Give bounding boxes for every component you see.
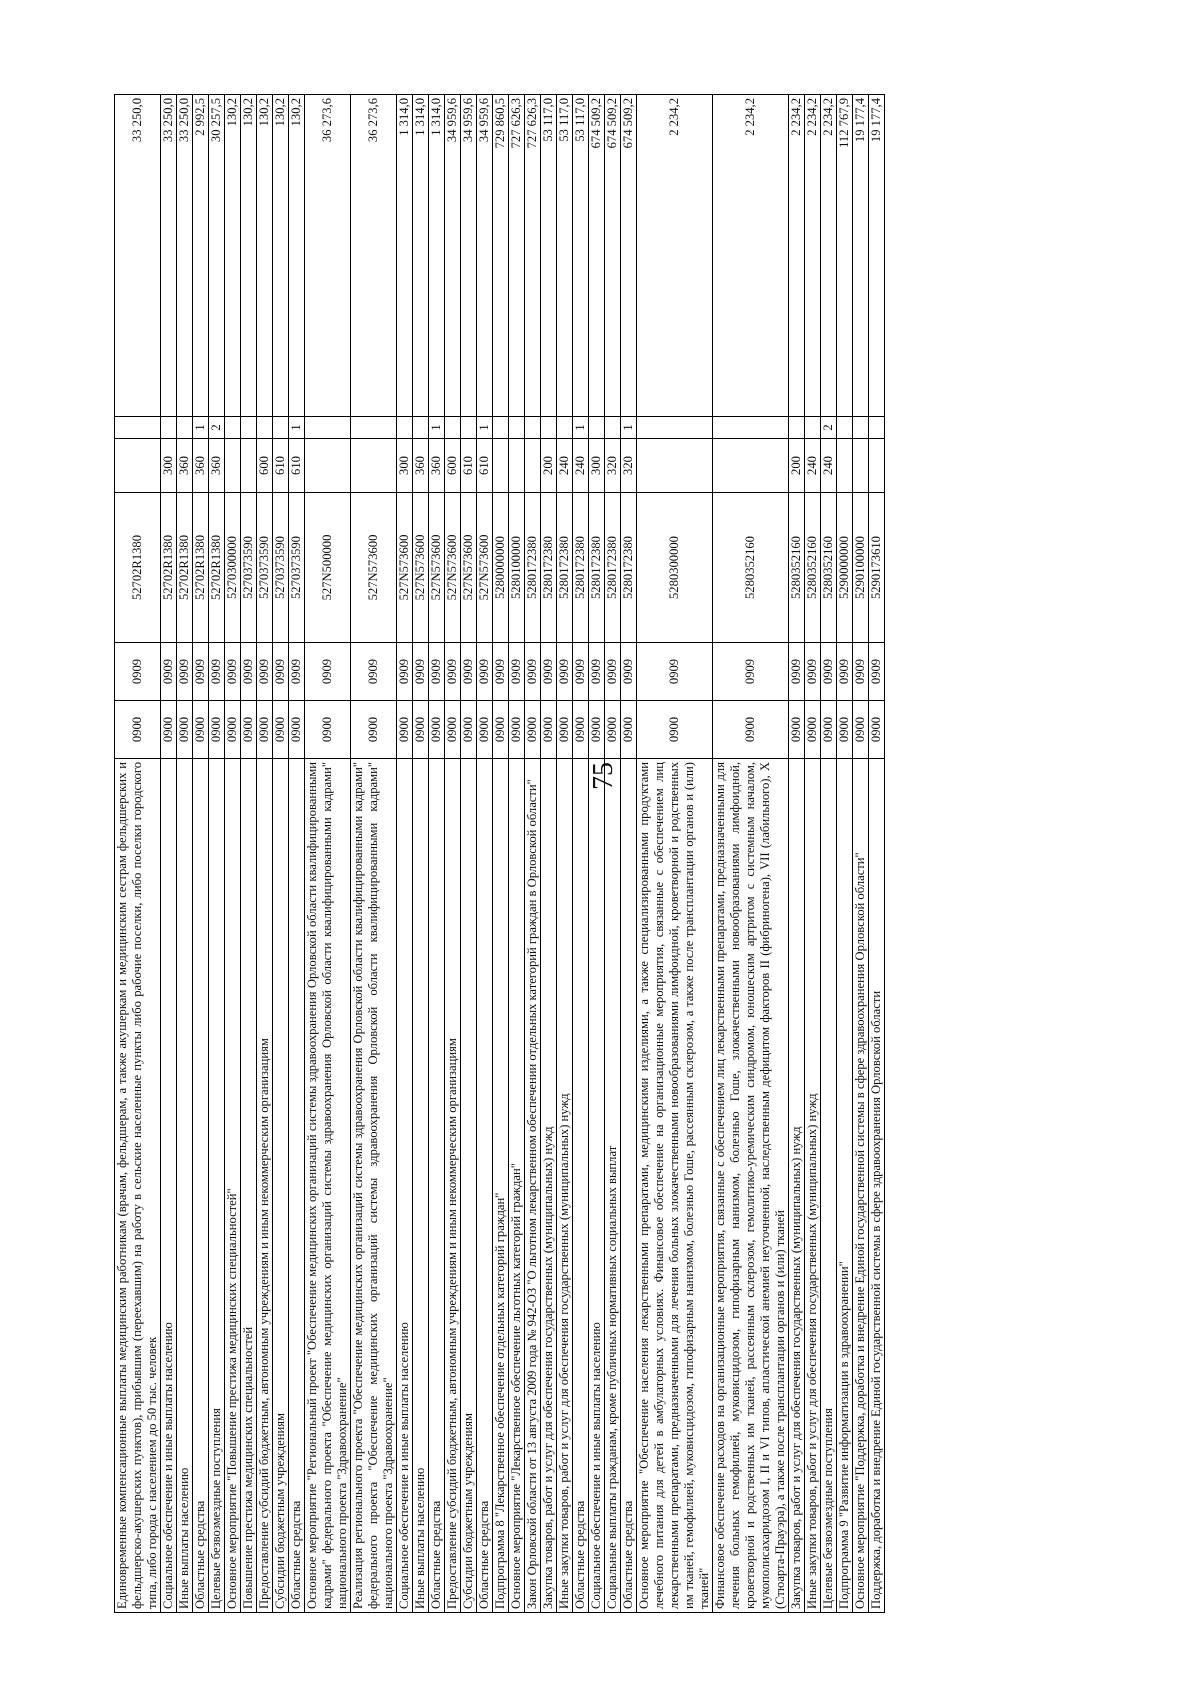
row-grbs: 0900 — [525, 701, 541, 759]
row-amount: 1 314,0 — [413, 95, 429, 417]
row-expense-type — [509, 439, 525, 493]
row-target-article: 5280352160 — [789, 493, 805, 643]
row-expense-type: 300 — [161, 439, 177, 493]
page-number: 75 — [588, 762, 619, 790]
row-name: Областные средства — [573, 759, 589, 1613]
row-expense-type — [637, 439, 713, 493]
table-row — [869, 95, 885, 1613]
row-name: Социальное обеспечение и иные выплаты населению — [397, 759, 413, 1613]
row-section: 0909 — [241, 643, 257, 701]
row-expense-type: 300 — [589, 439, 605, 493]
row-amount: 2 234,2 — [637, 95, 713, 417]
row-amount: 33 250,0 — [177, 95, 193, 417]
table-row — [557, 95, 573, 1613]
table-row — [397, 95, 413, 1613]
row-amount: 112 767,9 — [837, 95, 853, 417]
row-expense-type — [115, 439, 161, 493]
row-grbs: 0900 — [273, 701, 289, 759]
row-section: 0909 — [789, 643, 805, 701]
table-row — [273, 95, 289, 1613]
table-row — [789, 95, 805, 1613]
row-name: Основное мероприятие "Лекарственное обеспечение льготных категорий граждан" — [509, 759, 525, 1613]
row-name: Целевые безвозмездные поступления — [209, 759, 225, 1613]
row-grbs: 0900 — [351, 701, 397, 759]
row-target-article: 5280352160 — [821, 493, 837, 643]
row-grbs: 0900 — [837, 701, 853, 759]
row-target-article: 527N573600 — [413, 493, 429, 643]
row-amount: 34 959,6 — [445, 95, 461, 417]
row-name: Поддержка, доработка и внедрение Единой государственной системы в сфере здравоохранения Орловской области — [869, 759, 885, 1613]
row-section: 0909 — [821, 643, 837, 701]
row-target-article: 527N573600 — [397, 493, 413, 643]
row-grbs: 0900 — [161, 701, 177, 759]
row-amount: 727 626,3 — [525, 95, 541, 417]
row-target-article: 527N573600 — [445, 493, 461, 643]
table-row — [257, 95, 273, 1613]
row-expense-type: 240 — [573, 439, 589, 493]
row-section: 0909 — [161, 643, 177, 701]
row-amount: 729 860,5 — [493, 95, 509, 417]
row-amount: 1 314,0 — [397, 95, 413, 417]
row-grbs: 0900 — [509, 701, 525, 759]
row-expense-type — [241, 439, 257, 493]
row-source-code — [541, 417, 557, 439]
row-expense-type: 600 — [257, 439, 273, 493]
row-expense-type: 360 — [429, 439, 445, 493]
row-section: 0909 — [713, 643, 789, 701]
row-expense-type — [525, 439, 541, 493]
row-target-article: 5270373590 — [289, 493, 305, 643]
table-row — [713, 95, 789, 1613]
table-row — [445, 95, 461, 1613]
row-amount: 19 177,4 — [853, 95, 869, 417]
row-section: 0909 — [509, 643, 525, 701]
row-amount: 674 509,2 — [589, 95, 605, 417]
row-target-article: 5280000000 — [493, 493, 509, 643]
row-grbs: 0900 — [445, 701, 461, 759]
row-target-article: 5280172380 — [541, 493, 557, 643]
row-amount: 36 273,6 — [305, 95, 351, 417]
row-section: 0909 — [177, 643, 193, 701]
row-grbs: 0900 — [225, 701, 241, 759]
row-grbs: 0900 — [461, 701, 477, 759]
row-target-article: 527N573600 — [461, 493, 477, 643]
table-row — [461, 95, 477, 1613]
row-target-article: 52702R1380 — [209, 493, 225, 643]
row-name: Предоставление субсидий бюджетным, автономным учреждениям и иным некоммерческим организациям — [445, 759, 461, 1613]
row-amount: 53 117,0 — [557, 95, 573, 417]
row-target-article: 5280172380 — [557, 493, 573, 643]
row-section: 0909 — [541, 643, 557, 701]
row-grbs: 0900 — [413, 701, 429, 759]
row-source-code — [557, 417, 573, 439]
row-section: 0909 — [225, 643, 241, 701]
table-row — [305, 95, 351, 1613]
row-name: Закон Орловской области от 13 августа 2009 года № 942-ОЗ "О льготном лекарственном обеспечении отдельных категорий граждан в Орловской области" — [525, 759, 541, 1613]
table-row — [161, 95, 177, 1613]
row-target-article: 52702R1380 — [177, 493, 193, 643]
row-grbs: 0900 — [289, 701, 305, 759]
row-section: 0909 — [397, 643, 413, 701]
row-grbs: 0900 — [573, 701, 589, 759]
row-section: 0909 — [289, 643, 305, 701]
row-expense-type: 610 — [461, 439, 477, 493]
row-name: Финансовое обеспечение расходов на организационные мероприятия, связанные с обеспечением лиц лекарственными препаратами, предназначенными для лечения больных гемофилией, муковисцидозом, гипофизарным нанизмом, болезнью Гоше, злокачественными новообразованиями лимфоидной, кроветворной и родственных им тканей, рассеянным склерозом, гемолитико-уремическим синдромом, юношеским артритом с системным началом, мукополисахаридозом I, II и VI типов, апластической анемией неуточненной, наследственным дефицитом факторов II (фибриногена), VII (лабильного), X (Стюарта-Прауэра), а также после трансплантации органов и (или) тканей — [713, 759, 789, 1613]
table-row — [621, 95, 637, 1613]
budget-table-body — [115, 95, 885, 1613]
row-amount: 2 992,5 — [193, 95, 209, 417]
row-target-article: 5290000000 — [837, 493, 853, 643]
row-target-article: 5280172380 — [525, 493, 541, 643]
row-section: 0909 — [461, 643, 477, 701]
row-amount: 2 234,2 — [821, 95, 837, 417]
row-amount: 34 959,6 — [477, 95, 493, 417]
row-name: Областные средства — [193, 759, 209, 1613]
row-target-article: 52702R1380 — [193, 493, 209, 643]
row-grbs: 0900 — [257, 701, 273, 759]
row-section: 0909 — [605, 643, 621, 701]
row-source-code: 2 — [209, 417, 225, 439]
row-name: Иные закупки товаров, работ и услуг для обеспечения государственных (муниципальных) нужд — [557, 759, 573, 1613]
row-amount: 33 250,0 — [115, 95, 161, 417]
row-target-article: 5270373590 — [273, 493, 289, 643]
row-target-article: 527N500000 — [305, 493, 351, 643]
row-amount: 2 234,2 — [789, 95, 805, 417]
row-expense-type: 360 — [193, 439, 209, 493]
row-grbs: 0900 — [209, 701, 225, 759]
row-source-code — [445, 417, 461, 439]
row-section: 0909 — [429, 643, 445, 701]
row-section: 0909 — [869, 643, 885, 701]
row-amount: 674 509,2 — [605, 95, 621, 417]
row-section: 0909 — [573, 643, 589, 701]
row-source-code — [789, 417, 805, 439]
table-row — [853, 95, 869, 1613]
table-row — [637, 95, 713, 1613]
row-source-code — [869, 417, 885, 439]
row-amount: 53 117,0 — [573, 95, 589, 417]
row-name: Подпрограмма 9 "Развитие информатизации в здравоохранении" — [837, 759, 853, 1613]
row-source-code — [853, 417, 869, 439]
table-row — [177, 95, 193, 1613]
row-amount: 30 257,5 — [209, 95, 225, 417]
table-row — [209, 95, 225, 1613]
row-source-code — [305, 417, 351, 439]
row-grbs: 0900 — [869, 701, 885, 759]
row-grbs: 0900 — [177, 701, 193, 759]
row-source-code — [837, 417, 853, 439]
row-section: 0909 — [493, 643, 509, 701]
row-amount: 34 959,6 — [461, 95, 477, 417]
row-section: 0909 — [525, 643, 541, 701]
row-target-article: 5280172380 — [573, 493, 589, 643]
row-target-article: 5270373590 — [241, 493, 257, 643]
row-section: 0909 — [477, 643, 493, 701]
table-row — [351, 95, 397, 1613]
row-amount: 2 234,2 — [713, 95, 789, 417]
table-row — [193, 95, 209, 1613]
row-source-code: 1 — [289, 417, 305, 439]
row-section: 0909 — [445, 643, 461, 701]
row-expense-type: 360 — [209, 439, 225, 493]
row-grbs: 0900 — [493, 701, 509, 759]
row-source-code — [605, 417, 621, 439]
row-target-article: 5270300000 — [225, 493, 241, 643]
row-name: Предоставление субсидий бюджетным, автономным учреждениям и иным некоммерческим организациям — [257, 759, 273, 1613]
table-row — [605, 95, 621, 1613]
row-source-code: 1 — [193, 417, 209, 439]
row-target-article: 5280172380 — [589, 493, 605, 643]
row-source-code — [115, 417, 161, 439]
row-expense-type: 610 — [273, 439, 289, 493]
row-name: Повышение престижа медицинских специальностей — [241, 759, 257, 1613]
row-amount: 130,2 — [257, 95, 273, 417]
row-source-code — [177, 417, 193, 439]
row-source-code — [257, 417, 273, 439]
table-row — [477, 95, 493, 1613]
row-expense-type: 320 — [621, 439, 637, 493]
row-section: 0909 — [413, 643, 429, 701]
row-expense-type: 300 — [397, 439, 413, 493]
row-section: 0909 — [305, 643, 351, 701]
row-grbs: 0900 — [305, 701, 351, 759]
row-section: 0909 — [837, 643, 853, 701]
row-expense-type — [713, 439, 789, 493]
row-source-code — [713, 417, 789, 439]
row-name: Областные средства — [429, 759, 445, 1613]
row-grbs: 0900 — [853, 701, 869, 759]
row-amount: 130,2 — [241, 95, 257, 417]
table-row — [525, 95, 541, 1613]
row-target-article: 52702R1380 — [161, 493, 177, 643]
row-expense-type: 240 — [821, 439, 837, 493]
row-expense-type: 320 — [605, 439, 621, 493]
row-amount: 130,2 — [289, 95, 305, 417]
row-expense-type: 240 — [805, 439, 821, 493]
row-grbs: 0900 — [477, 701, 493, 759]
row-name: Основное мероприятие "Повышение престижа медицинских специальностей" — [225, 759, 241, 1613]
row-expense-type: 200 — [789, 439, 805, 493]
row-target-article: 5270373590 — [257, 493, 273, 643]
row-target-article: 5290173610 — [869, 493, 885, 643]
table-row — [589, 95, 605, 1613]
row-target-article: 5280352160 — [713, 493, 789, 643]
row-expense-type — [837, 439, 853, 493]
row-name: Областные средства — [289, 759, 305, 1613]
row-amount: 2 234,2 — [805, 95, 821, 417]
row-name: Подпрограмма 8 "Лекарственное обеспечение отдельных категорий граждан" — [493, 759, 509, 1613]
table-row — [837, 95, 853, 1613]
table-row — [429, 95, 445, 1613]
row-source-code: 1 — [477, 417, 493, 439]
row-grbs: 0900 — [589, 701, 605, 759]
table-row — [509, 95, 525, 1613]
row-section: 0909 — [257, 643, 273, 701]
row-name: Субсидии бюджетным учреждениям — [461, 759, 477, 1613]
row-grbs: 0900 — [241, 701, 257, 759]
row-name: Социальное обеспечение и иные выплаты населению — [161, 759, 177, 1613]
row-expense-type: 200 — [541, 439, 557, 493]
row-section: 0909 — [589, 643, 605, 701]
row-section: 0909 — [209, 643, 225, 701]
row-name: Основное мероприятие "Поддержка, доработка и внедрение Единой государственной системы в сфере здравоохранения Орловской области" — [853, 759, 869, 1613]
row-section: 0909 — [193, 643, 209, 701]
table-row — [241, 95, 257, 1613]
row-grbs: 0900 — [429, 701, 445, 759]
table-row — [821, 95, 837, 1613]
row-expense-type: 610 — [289, 439, 305, 493]
row-expense-type: 610 — [477, 439, 493, 493]
row-amount: 19 177,4 — [869, 95, 885, 417]
row-source-code — [413, 417, 429, 439]
row-name: Реализация регионального проекта "Обеспечение медицинских организаций системы здравоохранения Орловской области квалифицированными кадрами" федерального проекта "Обеспечение медицинских организаций системы здравоохранения Орловской области квалифицированными кадрами" национального проекта "Здравоохранение" — [351, 759, 397, 1613]
table-row — [289, 95, 305, 1613]
row-section: 0909 — [115, 643, 161, 701]
row-grbs: 0900 — [605, 701, 621, 759]
row-section: 0909 — [557, 643, 573, 701]
row-grbs: 0900 — [637, 701, 713, 759]
row-source-code — [241, 417, 257, 439]
row-name: Основное мероприятие "Обеспечение населения лекарственными препаратами, медицинскими изделиями, а также специализированными продуктами лечебного питания для детей в амбулаторных условиях. Финансовое обеспечение на организационные мероприятия, связанные с обеспечением лиц лекарственными препаратами, предназначенными для лечения больных злокачественными новообразованиями лимфоидной, кроветворной и родственных им тканей, гемофилией, муковисцидозом, гипофизарным нанизмом, болезнью Гоше, рассеянным склерозом, а также после трансплантации органов и (или) тканей" — [637, 759, 713, 1613]
row-amount: 130,2 — [273, 95, 289, 417]
row-amount: 727 626,3 — [509, 95, 525, 417]
row-name: Иные закупки товаров, работ и услуг для обеспечения государственных (муниципальных) нужд — [805, 759, 821, 1613]
row-expense-type: 360 — [413, 439, 429, 493]
row-name: Целевые безвозмездные поступления — [821, 759, 837, 1613]
table-row — [493, 95, 509, 1613]
table-row — [413, 95, 429, 1613]
row-amount: 130,2 — [225, 95, 241, 417]
row-target-article: 5290100000 — [853, 493, 869, 643]
row-grbs: 0900 — [193, 701, 209, 759]
row-grbs: 0900 — [821, 701, 837, 759]
row-grbs: 0900 — [541, 701, 557, 759]
row-grbs: 0900 — [557, 701, 573, 759]
row-amount: 53 117,0 — [541, 95, 557, 417]
row-name: Областные средства — [621, 759, 637, 1613]
row-amount: 674 509,2 — [621, 95, 637, 417]
row-source-code: 1 — [429, 417, 445, 439]
row-target-article: 527N573600 — [477, 493, 493, 643]
row-expense-type — [305, 439, 351, 493]
row-grbs: 0900 — [789, 701, 805, 759]
row-target-article: 52702R1380 — [115, 493, 161, 643]
row-grbs: 0900 — [713, 701, 789, 759]
row-grbs: 0900 — [115, 701, 161, 759]
row-source-code: 1 — [621, 417, 637, 439]
row-target-article: 5280352160 — [805, 493, 821, 643]
row-source-code — [351, 417, 397, 439]
row-source-code: 1 — [573, 417, 589, 439]
row-amount: 33 250,0 — [161, 95, 177, 417]
row-name: Социальное обеспечение и иные выплаты населению — [589, 759, 605, 1613]
row-target-article: 5280300000 — [637, 493, 713, 643]
row-section: 0909 — [805, 643, 821, 701]
row-source-code — [397, 417, 413, 439]
budget-table — [114, 94, 885, 1613]
row-section: 0909 — [273, 643, 289, 701]
row-name: Закупка товаров, работ и услуг для обеспечения государственных (муниципальных) нужд — [789, 759, 805, 1613]
row-name: Закупка товаров, работ и услуг для обеспечения государственных (муниципальных) нужд — [541, 759, 557, 1613]
row-expense-type — [493, 439, 509, 493]
row-source-code — [589, 417, 605, 439]
row-source-code — [273, 417, 289, 439]
row-amount: 1 314,0 — [429, 95, 445, 417]
row-expense-type — [351, 439, 397, 493]
table-row — [541, 95, 557, 1613]
row-name: Единовременные компенсационные выплаты медицинским работникам (врачам, фельдшерам, а также акушеркам и медицинским сестрам фельдшерских и фельдшерско-акушерских пунктов), прибывшим (переехавшим) на работу в сельские населенные пункты либо рабочие поселки, либо поселки городского типа, либо города с населением до 50 тыс. человек — [115, 759, 161, 1613]
row-source-code — [493, 417, 509, 439]
row-expense-type: 240 — [557, 439, 573, 493]
row-name: Основное мероприятие "Региональный проект "Обеспечение медицинских организаций системы здравоохранения Орловской области квалифицированными кадрами" федерального проекта "Обеспечение медицинских организаций системы здравоохранения Орловской области квалифицированными кадрами" национального проекта "Здравоохранение" — [305, 759, 351, 1613]
row-source-code — [225, 417, 241, 439]
row-target-article: 527N573600 — [351, 493, 397, 643]
row-target-article: 5280172380 — [605, 493, 621, 643]
row-source-code: 2 — [821, 417, 837, 439]
row-name: Иные выплаты населению — [177, 759, 193, 1613]
row-grbs: 0900 — [805, 701, 821, 759]
row-name: Социальные выплаты гражданам, кроме публичных нормативных социальных выплат — [605, 759, 621, 1613]
budget-table-container — [114, 95, 1066, 1613]
row-source-code — [525, 417, 541, 439]
row-target-article: 5280100000 — [509, 493, 525, 643]
table-row — [115, 95, 161, 1613]
row-target-article: 527N573600 — [429, 493, 445, 643]
row-section: 0909 — [637, 643, 713, 701]
table-row — [805, 95, 821, 1613]
table-row — [573, 95, 589, 1613]
row-source-code — [461, 417, 477, 439]
row-source-code — [509, 417, 525, 439]
table-row — [225, 95, 241, 1613]
row-target-article: 5280172380 — [621, 493, 637, 643]
row-section: 0909 — [853, 643, 869, 701]
row-name: Субсидии бюджетным учреждениям — [273, 759, 289, 1613]
row-name: Областные средства — [477, 759, 493, 1613]
row-grbs: 0900 — [621, 701, 637, 759]
row-expense-type: 600 — [445, 439, 461, 493]
row-expense-type — [853, 439, 869, 493]
row-source-code — [637, 417, 713, 439]
row-expense-type — [225, 439, 241, 493]
row-expense-type — [869, 439, 885, 493]
row-source-code — [161, 417, 177, 439]
row-name: Иные выплаты населению — [413, 759, 429, 1613]
row-section: 0909 — [351, 643, 397, 701]
row-section: 0909 — [621, 643, 637, 701]
row-grbs: 0900 — [397, 701, 413, 759]
row-amount: 36 273,6 — [351, 95, 397, 417]
row-source-code — [805, 417, 821, 439]
row-expense-type: 360 — [177, 439, 193, 493]
